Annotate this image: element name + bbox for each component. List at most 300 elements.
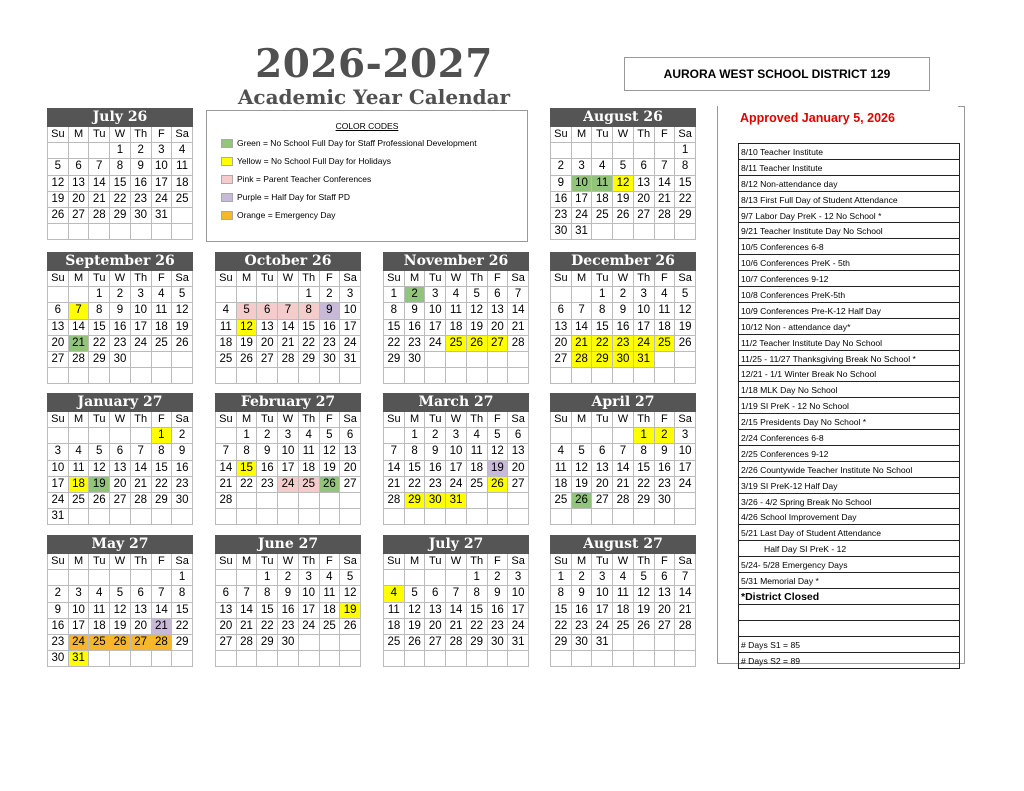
day-cell: 26	[48, 207, 69, 223]
weekday-label: Tu	[257, 271, 278, 287]
empty-cell	[384, 651, 405, 667]
day-cell: 12	[633, 586, 654, 602]
day-cell: 18	[319, 602, 340, 618]
day-cell: 15	[592, 319, 613, 335]
day-cell: 9	[487, 586, 508, 602]
weekday-label: W	[613, 554, 634, 570]
day-cell: 9	[172, 444, 193, 460]
weekday-label: W	[110, 412, 131, 428]
month-grid	[47, 554, 193, 667]
empty-cell	[110, 509, 131, 525]
key-date-item: 9/21 Teacher Institute Day No School	[739, 223, 959, 239]
day-cell: 19	[172, 319, 193, 335]
day-cell: 26	[571, 492, 592, 508]
color-codes-legend	[206, 110, 528, 242]
key-date-item: *District Closed	[739, 589, 959, 605]
day-cell: 25	[151, 335, 172, 351]
day-cell: 5	[487, 428, 508, 444]
day-cell: 30	[404, 351, 425, 367]
empty-cell	[278, 509, 299, 525]
empty-cell	[130, 351, 151, 367]
day-cell: 10	[592, 586, 613, 602]
empty-cell	[236, 492, 257, 508]
empty-cell	[675, 368, 696, 384]
empty-cell	[110, 570, 131, 586]
day-cell: 1	[466, 570, 487, 586]
empty-cell	[68, 368, 89, 384]
day-cell: 9	[257, 444, 278, 460]
day-cell: 22	[172, 618, 193, 634]
legend-swatch	[221, 211, 233, 220]
day-cell: 14	[508, 303, 529, 319]
month-grid	[215, 412, 361, 525]
day-cell: 2	[278, 570, 299, 586]
day-cell: 9	[130, 159, 151, 175]
day-cell: 24	[633, 335, 654, 351]
empty-cell	[236, 287, 257, 303]
empty-cell	[130, 509, 151, 525]
weekday-label: Sa	[340, 271, 361, 287]
empty-cell	[68, 287, 89, 303]
day-cell: 31	[340, 351, 361, 367]
day-cell: 23	[48, 634, 69, 650]
approved-date: Approved January 5, 2026	[740, 111, 895, 125]
day-cell: 25	[592, 207, 613, 223]
weekday-label: F	[487, 554, 508, 570]
day-cell: 2	[404, 287, 425, 303]
title-years: 2026-2027	[255, 41, 493, 87]
day-cell: 26	[236, 351, 257, 367]
legend-label: Yellow = No School Full Day for Holidays	[237, 156, 391, 166]
day-cell: 27	[425, 634, 446, 650]
empty-cell	[613, 143, 634, 159]
day-cell: 15	[151, 460, 172, 476]
empty-cell	[654, 651, 675, 667]
legend-item	[221, 191, 350, 203]
day-cell: 30	[487, 634, 508, 650]
day-cell: 7	[571, 303, 592, 319]
day-cell: 14	[654, 175, 675, 191]
empty-cell	[466, 351, 487, 367]
weekday-label: Th	[633, 127, 654, 143]
day-cell: 5	[613, 159, 634, 175]
day-cell: 26	[172, 335, 193, 351]
weekday-label: Sa	[172, 127, 193, 143]
day-cell: 29	[298, 351, 319, 367]
empty-cell	[571, 287, 592, 303]
month-header: July 27	[383, 535, 529, 554]
day-cell: 30	[172, 492, 193, 508]
day-cell: 23	[278, 618, 299, 634]
weekday-label: W	[278, 554, 299, 570]
day-cell: 18	[216, 335, 237, 351]
day-cell: 4	[151, 287, 172, 303]
month-header: October 26	[215, 252, 361, 271]
day-cell: 16	[110, 319, 131, 335]
weekday-label: M	[68, 271, 89, 287]
day-cell: 14	[613, 460, 634, 476]
empty-cell	[466, 509, 487, 525]
legend-label: Purple = Half Day for Staff PD	[237, 192, 350, 202]
empty-cell	[151, 509, 172, 525]
empty-cell	[319, 634, 340, 650]
day-cell: 14	[384, 460, 405, 476]
day-cell: 12	[340, 586, 361, 602]
day-cell: 19	[675, 319, 696, 335]
weekday-label: F	[319, 412, 340, 428]
empty-cell	[89, 143, 110, 159]
day-cell: 5	[633, 570, 654, 586]
weekday-label: Su	[551, 271, 572, 287]
legend-item	[221, 155, 391, 167]
day-cell: 21	[613, 476, 634, 492]
day-cell: 16	[487, 602, 508, 618]
month-header: January 27	[47, 393, 193, 412]
day-cell: 6	[633, 159, 654, 175]
day-cell: 6	[592, 444, 613, 460]
day-cell: 19	[404, 618, 425, 634]
day-cell: 26	[89, 492, 110, 508]
month-grid	[550, 271, 696, 384]
day-cell: 13	[551, 319, 572, 335]
day-cell: 8	[466, 586, 487, 602]
weekday-label: Tu	[592, 271, 613, 287]
month-calendar	[383, 393, 529, 525]
day-cell: 24	[151, 191, 172, 207]
empty-cell	[48, 368, 69, 384]
day-cell: 10	[508, 586, 529, 602]
weekday-label: Th	[130, 554, 151, 570]
empty-cell	[613, 651, 634, 667]
key-date-item: 4/26 School Improvement Day	[739, 509, 959, 525]
empty-cell	[257, 287, 278, 303]
day-cell: 6	[216, 586, 237, 602]
key-date-item: 2/15 Presidents Day No School *	[739, 414, 959, 430]
panel-top-line	[958, 106, 964, 107]
day-cell: 22	[466, 618, 487, 634]
day-cell: 26	[466, 335, 487, 351]
key-date-item: 8/11 Teacher Institute	[739, 160, 959, 176]
legend-heading: COLOR CODES	[335, 121, 399, 131]
empty-cell	[257, 368, 278, 384]
day-cell: 20	[110, 476, 131, 492]
weekday-label: Sa	[340, 412, 361, 428]
day-cell: 18	[592, 191, 613, 207]
day-cell: 7	[89, 159, 110, 175]
day-cell: 17	[446, 460, 467, 476]
day-cell: 14	[571, 319, 592, 335]
day-cell: 25	[89, 634, 110, 650]
day-cell: 3	[278, 428, 299, 444]
day-cell: 23	[613, 335, 634, 351]
day-cell: 20	[654, 602, 675, 618]
key-date-item: 2/25 Conferences 9-12	[739, 446, 959, 462]
day-cell: 7	[278, 303, 299, 319]
empty-cell	[633, 651, 654, 667]
day-cell: 10	[675, 444, 696, 460]
day-cell: 29	[89, 351, 110, 367]
empty-cell	[172, 368, 193, 384]
day-cell: 16	[613, 319, 634, 335]
legend-swatch	[221, 157, 233, 166]
key-date-item	[739, 621, 959, 637]
day-cell: 22	[110, 191, 131, 207]
weekday-label: Th	[298, 412, 319, 428]
day-cell: 10	[298, 586, 319, 602]
day-cell: 16	[551, 191, 572, 207]
day-cell: 19	[89, 476, 110, 492]
empty-cell	[551, 287, 572, 303]
day-cell: 6	[68, 159, 89, 175]
day-cell: 12	[613, 175, 634, 191]
day-cell: 8	[236, 444, 257, 460]
empty-cell	[571, 368, 592, 384]
empty-cell	[592, 651, 613, 667]
day-cell: 28	[89, 207, 110, 223]
month-calendar	[47, 535, 193, 667]
day-cell: 24	[508, 618, 529, 634]
key-date-item: 10/7 Conferences 9-12	[739, 271, 959, 287]
day-cell: 1	[404, 428, 425, 444]
empty-cell	[446, 651, 467, 667]
day-cell: 29	[592, 351, 613, 367]
day-cell: 7	[68, 303, 89, 319]
legend-item	[221, 209, 336, 221]
day-cell: 13	[48, 319, 69, 335]
day-cell: 27	[257, 351, 278, 367]
empty-cell	[633, 224, 654, 240]
day-cell: 31	[508, 634, 529, 650]
empty-cell	[298, 651, 319, 667]
day-cell: 3	[592, 570, 613, 586]
day-cell: 11	[384, 602, 405, 618]
key-dates-list	[738, 143, 960, 669]
weekday-label: Th	[130, 412, 151, 428]
month-calendar	[47, 252, 193, 384]
empty-cell	[172, 351, 193, 367]
day-cell: 23	[551, 207, 572, 223]
day-cell: 25	[613, 618, 634, 634]
month-header: April 27	[550, 393, 696, 412]
day-cell: 17	[298, 602, 319, 618]
day-cell: 20	[257, 335, 278, 351]
month-header: November 26	[383, 252, 529, 271]
day-cell: 2	[571, 570, 592, 586]
empty-cell	[551, 368, 572, 384]
day-cell: 13	[216, 602, 237, 618]
day-cell: 15	[110, 175, 131, 191]
day-cell: 23	[130, 191, 151, 207]
key-date-item: 3/26 - 4/2 Spring Break No School	[739, 494, 959, 510]
weekday-label: Su	[384, 554, 405, 570]
weekday-label: W	[446, 554, 467, 570]
empty-cell	[216, 287, 237, 303]
day-cell: 22	[151, 476, 172, 492]
empty-cell	[675, 492, 696, 508]
weekday-label: Su	[48, 271, 69, 287]
weekday-label: W	[613, 127, 634, 143]
day-cell: 11	[172, 159, 193, 175]
month-grid	[383, 554, 529, 667]
day-cell: 16	[654, 460, 675, 476]
weekday-label: Sa	[508, 271, 529, 287]
day-cell: 15	[236, 460, 257, 476]
day-cell: 15	[466, 602, 487, 618]
empty-cell	[592, 224, 613, 240]
month-calendar	[550, 108, 696, 240]
day-cell: 8	[675, 159, 696, 175]
day-cell: 29	[151, 492, 172, 508]
weekday-label: M	[236, 412, 257, 428]
month-calendar	[550, 252, 696, 384]
empty-cell	[257, 509, 278, 525]
day-cell: 2	[48, 586, 69, 602]
day-cell: 29	[466, 634, 487, 650]
month-calendar	[47, 108, 193, 240]
weekday-label: Su	[48, 127, 69, 143]
day-cell: 3	[633, 287, 654, 303]
day-cell: 20	[633, 191, 654, 207]
day-cell: 9	[571, 586, 592, 602]
day-cell: 28	[446, 634, 467, 650]
day-cell: 6	[487, 287, 508, 303]
day-cell: 29	[675, 207, 696, 223]
key-date-item: 8/10 Teacher Institute	[739, 144, 959, 160]
day-cell: 1	[110, 143, 131, 159]
day-cell: 9	[404, 303, 425, 319]
empty-cell	[68, 570, 89, 586]
key-date-item: 11/2 Teacher Institute Day No School	[739, 335, 959, 351]
day-cell: 9	[551, 175, 572, 191]
calendar-title	[228, 42, 520, 108]
empty-cell	[89, 570, 110, 586]
empty-cell	[404, 509, 425, 525]
day-cell: 24	[298, 618, 319, 634]
day-cell: 25	[446, 335, 467, 351]
day-cell: 22	[404, 476, 425, 492]
empty-cell	[68, 143, 89, 159]
month-header: June 27	[215, 535, 361, 554]
weekday-label: Su	[48, 412, 69, 428]
day-cell: 17	[425, 319, 446, 335]
weekday-label: F	[654, 271, 675, 287]
day-cell: 6	[130, 586, 151, 602]
day-cell: 7	[446, 586, 467, 602]
day-cell: 1	[384, 287, 405, 303]
empty-cell	[654, 351, 675, 367]
day-cell: 29	[551, 634, 572, 650]
day-cell: 3	[68, 586, 89, 602]
day-cell: 22	[257, 618, 278, 634]
empty-cell	[48, 287, 69, 303]
day-cell: 14	[675, 586, 696, 602]
day-cell: 21	[68, 335, 89, 351]
day-cell: 3	[130, 287, 151, 303]
legend-label: Green = No School Full Day for Staff Professional Development	[237, 138, 477, 148]
legend-label: Pink = Parent Teacher Conferences	[237, 174, 372, 184]
day-cell: 2	[551, 159, 572, 175]
day-cell: 31	[151, 207, 172, 223]
month-grid	[550, 127, 696, 240]
day-cell: 8	[551, 586, 572, 602]
day-cell: 24	[130, 335, 151, 351]
day-cell: 18	[151, 319, 172, 335]
empty-cell	[404, 570, 425, 586]
empty-cell	[130, 224, 151, 240]
day-cell: 7	[236, 586, 257, 602]
day-cell: 13	[110, 460, 131, 476]
weekday-label: Sa	[508, 412, 529, 428]
day-cell: 22	[89, 335, 110, 351]
day-cell: 27	[551, 351, 572, 367]
weekday-label: M	[236, 271, 257, 287]
weekday-label: Th	[633, 554, 654, 570]
empty-cell	[425, 351, 446, 367]
empty-cell	[487, 492, 508, 508]
day-cell: 17	[68, 618, 89, 634]
key-date-item: 3/19 SI PreK-12 Half Day	[739, 478, 959, 494]
empty-cell	[298, 509, 319, 525]
day-cell: 21	[89, 191, 110, 207]
day-cell: 29	[404, 492, 425, 508]
empty-cell	[404, 651, 425, 667]
day-cell: 18	[298, 460, 319, 476]
day-cell: 21	[151, 618, 172, 634]
day-cell: 19	[319, 460, 340, 476]
empty-cell	[236, 509, 257, 525]
empty-cell	[278, 368, 299, 384]
day-cell: 30	[425, 492, 446, 508]
day-cell: 27	[130, 634, 151, 650]
day-cell: 1	[551, 570, 572, 586]
day-cell: 25	[298, 476, 319, 492]
day-cell: 4	[319, 570, 340, 586]
day-cell: 8	[384, 303, 405, 319]
day-cell: 3	[151, 143, 172, 159]
day-cell: 16	[48, 618, 69, 634]
key-date-item: 1/19 SI PreK - 12 No School	[739, 398, 959, 414]
weekday-label: Tu	[257, 554, 278, 570]
day-cell: 3	[298, 570, 319, 586]
day-cell: 27	[592, 492, 613, 508]
day-cell: 21	[446, 618, 467, 634]
weekday-label: F	[487, 271, 508, 287]
day-cell: 11	[551, 460, 572, 476]
day-cell: 16	[172, 460, 193, 476]
day-cell: 20	[68, 191, 89, 207]
day-cell: 6	[48, 303, 69, 319]
weekday-label: Sa	[508, 554, 529, 570]
key-date-item: 2/24 Conferences 6-8	[739, 430, 959, 446]
weekday-label: M	[68, 127, 89, 143]
month-grid	[215, 271, 361, 384]
day-cell: 9	[110, 303, 131, 319]
weekday-label: Sa	[675, 412, 696, 428]
empty-cell	[675, 351, 696, 367]
day-cell: 10	[68, 602, 89, 618]
day-cell: 21	[278, 335, 299, 351]
day-cell: 23	[110, 335, 131, 351]
day-cell: 11	[68, 460, 89, 476]
day-cell: 28	[236, 634, 257, 650]
key-date-item: 5/31 Memorial Day *	[739, 573, 959, 589]
day-cell: 17	[151, 175, 172, 191]
day-cell: 4	[89, 586, 110, 602]
empty-cell	[508, 651, 529, 667]
empty-cell	[508, 492, 529, 508]
day-cell: 5	[466, 287, 487, 303]
day-cell: 2	[110, 287, 131, 303]
